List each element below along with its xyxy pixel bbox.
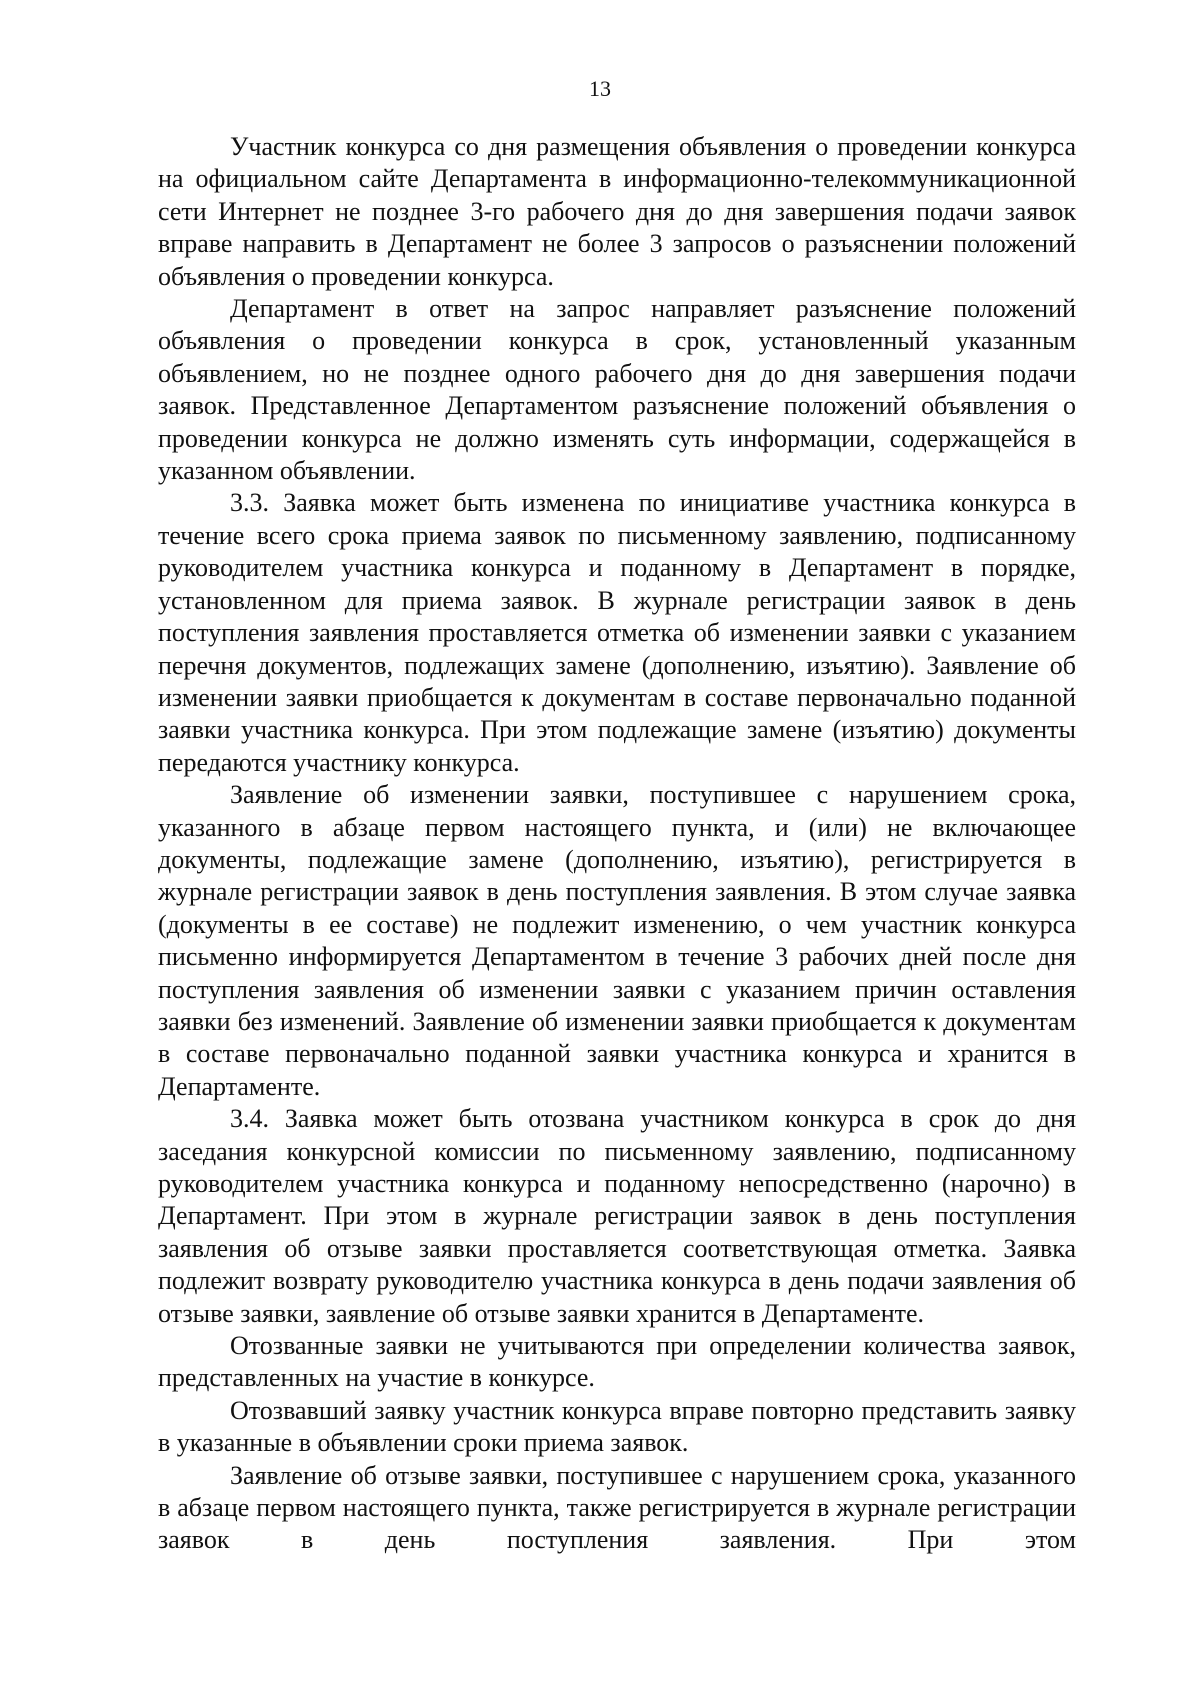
- paragraph-3-3-application-change: 3.3. Заявка может быть изменена по инициативе участника конкурса в течение всего срока приема заявок по письменному заявлению, подписанному руководителем участника конкурса и поданному в Департамент в порядке, установленном для приема заявок. В журнале регистрации заявок в день поступления заявления проставляется отметка об изменении заявки с указанием перечня документов, подлежащих замене (дополнению, изъятию). Заявление об изменении заявки приобщается к документам в составе первоначально поданной заявки участника конкурса. При этом подлежащие замене (изъятию) документы передаются участнику конкурса.: [158, 488, 1076, 777]
- paragraph-late-withdrawal: Заявление об отзыве заявки, поступившее с нарушением срока, указанного в абзаце первом настоящего пункта, также регистрируется в журнале регистрации заявок в день поступления заявления. При этом: [158, 1460, 1076, 1555]
- document-body: [158, 131, 1076, 1557]
- paragraph-clarification-requests: Участник конкурса со дня размещения объявления о проведении конкурса на официальном сайте Департамента в информационно-телекоммуникационной сети Интернет не позднее 3-го рабочего дня до дня завершения подачи заявок вправе направить в Департамент не более 3 запросов о разъяснении положений объявления о проведении конкурса.: [158, 132, 1076, 291]
- paragraph-department-response: Департамент в ответ на запрос направляет разъяснение положений объявления о проведении конкурса в срок, установленный указанным объявлением, но не позднее одного рабочего дня до дня завершения подачи заявок. Представленное Департаментом разъяснение положений объявления о проведении конкурса не должно изменять суть информации, содержащейся в указанном объявлении.: [158, 294, 1076, 486]
- paragraph-withdrawn-not-counted: Отозванные заявки не учитываются при определении количества заявок, представленных на участие в конкурсе.: [158, 1331, 1076, 1393]
- page-number: 13: [589, 76, 611, 101]
- paragraph-3-4-application-withdrawal: 3.4. Заявка может быть отозвана участником конкурса в срок до дня заседания конкурсной комиссии по письменному заявлению, подписанному руководителем участника конкурса и поданному непосредственно (нарочно) в Департамент. При этом в журнале регистрации заявок в день поступления заявления об отзыве заявки проставляется соответствующая отметка. Заявка подлежит возврату руководителю участника конкурса в день подачи заявления об отзыве заявки, заявление об отзыве заявки хранится в Департаменте.: [158, 1104, 1076, 1328]
- paragraph-resubmission: Отозвавший заявку участник конкурса вправе повторно представить заявку в указанные в объявлении сроки приема заявок.: [158, 1395, 1076, 1458]
- paragraph-late-change-request: Заявление об изменении заявки, поступившее с нарушением срока, указанного в абзаце первом настоящего пункта, и (или) не включающее документы, подлежащие замене (дополнению, изъятию), регистрируется в журнале регистрации заявок в день поступления заявления. В этом случае заявка (документы в ее составе) не подлежит изменению, о чем участник конкурса письменно информируется Департаментом в течение 3 рабочих дней после дня поступления заявления об изменении заявки с указанием причин оставления заявки без изменений. Заявление об изменении заявки приобщается к документам в составе первоначально поданной заявки участника конкурса и хранится в Департаменте.: [158, 780, 1076, 1101]
